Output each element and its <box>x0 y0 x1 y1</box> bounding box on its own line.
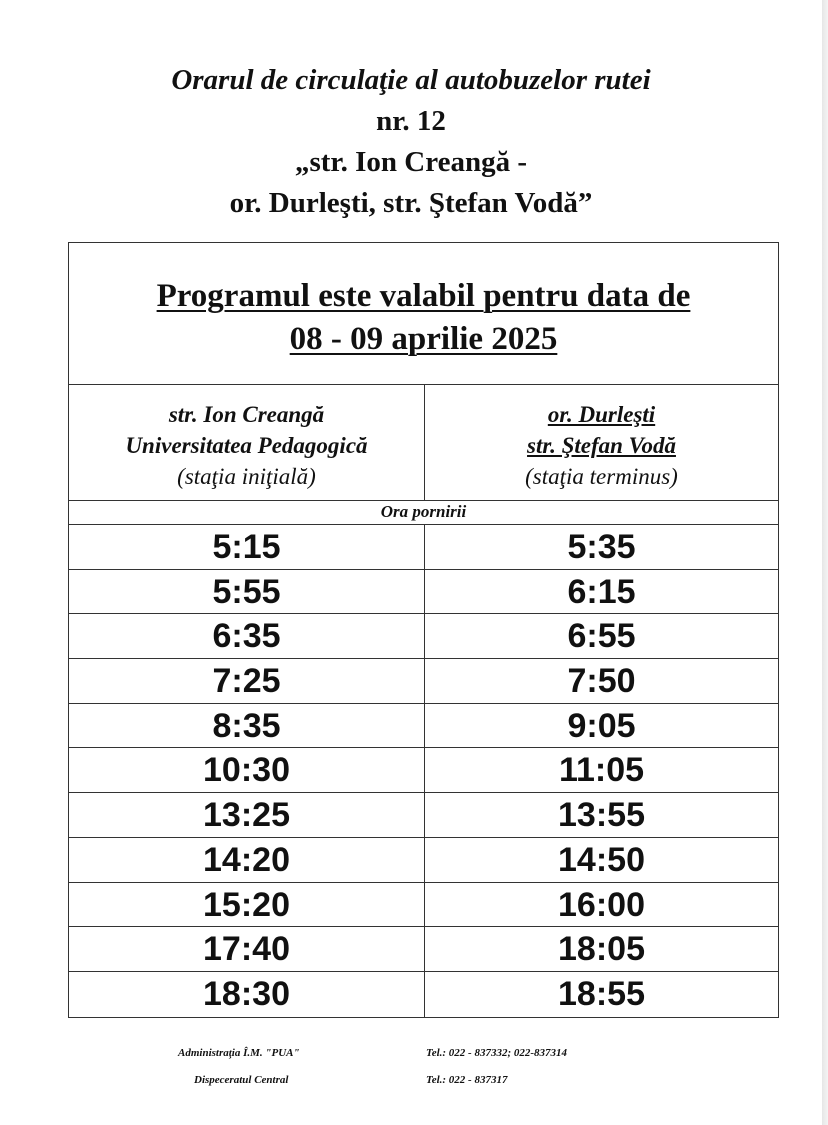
table-row <box>69 704 778 749</box>
table-row <box>69 748 778 793</box>
departure-time-start: 18:30 <box>69 972 425 1017</box>
departure-time-terminus: 5:35 <box>567 528 636 566</box>
departure-time-start: 5:55 <box>69 570 425 614</box>
departure-time-terminus: 11:05 <box>558 751 645 790</box>
document-title <box>0 60 822 224</box>
title-line-2: nr. 12 <box>376 105 446 137</box>
page-edge <box>822 0 828 1125</box>
validity-line-1: Programul este valabil pentru data de <box>156 278 691 314</box>
left-stop-note: (staţia iniţială) <box>177 464 316 489</box>
departure-time-terminus: 14:50 <box>558 840 645 879</box>
departure-time-start: 6:35 <box>69 614 425 658</box>
departure-time-terminus: 18:05 <box>558 930 645 969</box>
left-stop-name: str. Ion Creangă <box>168 402 325 427</box>
departure-time-start: 7:25 <box>69 659 425 703</box>
departure-time-terminus: 18:55 <box>558 974 645 1013</box>
table-row <box>69 838 778 883</box>
footer-dispatch-tel: Tel.: 022 - 837317 <box>426 1074 508 1086</box>
times-body <box>69 525 778 1017</box>
column-header-right <box>425 385 778 500</box>
table-row <box>69 614 778 659</box>
departure-time-start: 17:40 <box>69 927 425 971</box>
table-row <box>69 659 778 704</box>
footer-dispatch: Dispeceratul Central <box>194 1074 289 1086</box>
right-stop-name: or. Durleşti <box>547 402 656 427</box>
departure-time-terminus: 6:55 <box>567 617 636 656</box>
footer-admin-tel: Tel.: 022 - 837332; 022-837314 <box>426 1047 568 1059</box>
departure-time-terminus: 7:50 <box>567 662 636 701</box>
departure-time-terminus: 13:55 <box>558 796 645 835</box>
departure-time-terminus: 16:00 <box>558 885 645 924</box>
schedule-table <box>68 242 779 1018</box>
table-row <box>69 972 778 1017</box>
departure-time-start: 15:20 <box>69 883 425 927</box>
table-row <box>69 927 778 972</box>
column-header-left <box>69 385 425 500</box>
validity-line-2: 08 - 09 aprilie 2025 <box>289 321 558 357</box>
column-headers <box>69 385 778 501</box>
right-stop-sub: str. Ştefan Vodă <box>527 433 676 458</box>
title-line-3: „str. Ion Creangă - <box>294 146 527 178</box>
footer-admin: Administraţia Î.M. "PUA" <box>178 1047 300 1059</box>
departure-time-start: 13:25 <box>69 793 425 837</box>
departure-time-start: 10:30 <box>69 748 425 792</box>
departure-label: Ora pornirii <box>69 501 778 525</box>
table-row <box>69 793 778 838</box>
right-stop-note: (staţia terminus) <box>525 464 678 489</box>
left-stop-sub: Universitatea Pedagogică <box>125 433 368 458</box>
table-row <box>69 525 778 570</box>
departure-time-start: 8:35 <box>69 704 425 748</box>
departure-time-terminus: 9:05 <box>567 706 636 745</box>
departure-time-start: 5:15 <box>69 525 425 569</box>
title-line-1: Orarul de circulaţie al autobuzelor rutei <box>171 64 651 96</box>
title-line-4: or. Durleşti, str. Ştefan Vodă” <box>229 187 593 219</box>
departure-time-start: 14:20 <box>69 838 425 882</box>
departure-time-terminus: 6:15 <box>567 572 636 611</box>
table-row <box>69 883 778 928</box>
validity-notice <box>69 243 778 385</box>
table-row <box>69 570 778 615</box>
